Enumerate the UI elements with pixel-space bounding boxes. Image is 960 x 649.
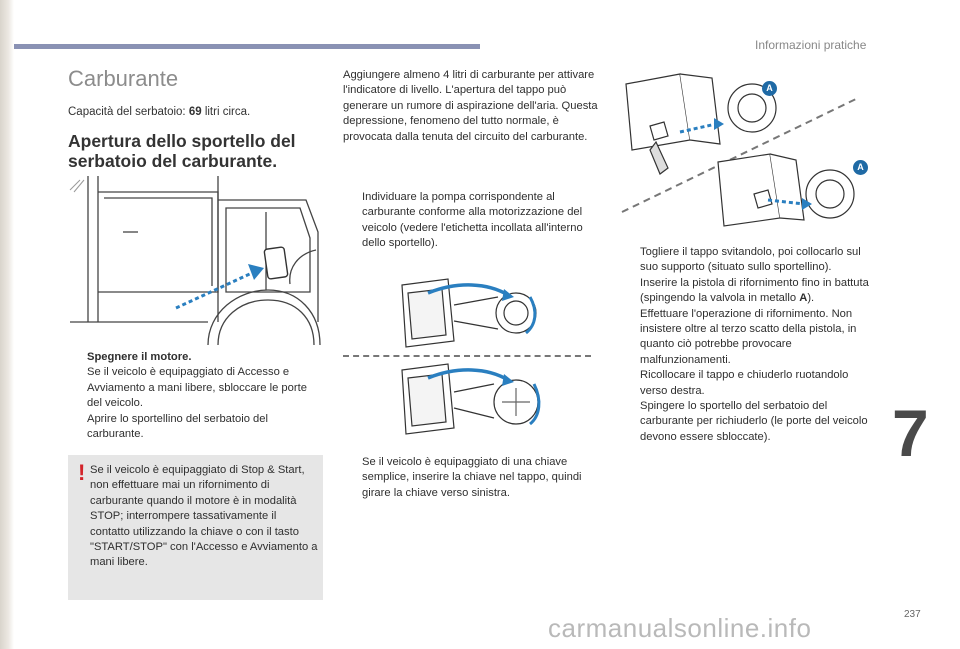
middle-step-1	[343, 190, 598, 252]
callout-a-bottom: A	[853, 160, 868, 175]
capacity-suffix: litri circa.	[201, 106, 251, 118]
capacity-prefix: Capacità del serbatoio:	[68, 106, 189, 118]
tank-capacity	[68, 106, 250, 118]
step-text: Effettuare l'operazione di rifornimento. Non insistere oltre al terzo scatto della pistola, in quanto ciò potrebbe provocare malfunzionamenti.	[640, 307, 857, 366]
van-fuel-door-illustration	[68, 172, 323, 345]
step-text-before: Inserire la pistola di rifornimento fino in battuta (spingendo la valvola in metallo	[640, 276, 869, 305]
step-text: Aprire lo sportellino del serbatoio del carburante.	[87, 412, 268, 441]
step-text: Spingere lo sportello del serbatoio del carburante per richiuderlo (le porte del veicolo devono essere sbloccate).	[640, 400, 868, 443]
valve-label: A	[799, 292, 808, 305]
warning-icon: !	[78, 460, 86, 485]
step-unlock-doors	[68, 365, 323, 411]
left-steps-list	[68, 350, 323, 442]
step-text: Spegnere il motore.	[87, 351, 192, 363]
step-stop-engine	[68, 350, 323, 365]
step-replace-cap	[621, 368, 871, 399]
step-text: Togliere il tappo svitandolo, poi collocarlo sul suo supporto (situato sullo sportellino).	[640, 246, 861, 274]
step-insert-nozzle	[621, 276, 871, 307]
step-close-flap	[621, 399, 871, 445]
step-text: Individuare la pompa corrispondente al carburante conforme alla motorizzazione del veicolo (vedere l'etichetta incollata all'interno dello sportello).	[362, 191, 583, 250]
right-steps-list	[621, 245, 871, 445]
page-number: 237	[904, 609, 921, 620]
page-edge	[0, 0, 14, 649]
step-text-after: ).	[807, 292, 815, 305]
step-open-flap	[68, 412, 323, 443]
warning-text: Se il veicolo è equipaggiato di Stop & Start, non effettuare mai un rifornimento di carburante quando il motore è in modalità STOP; interrompere tassativamente il contatto utilizzando la chiave o con il tasto "START/STOP" con l'Accesso e Avviamento a mani libere.	[90, 464, 318, 569]
step-refuel	[621, 307, 871, 369]
step-text: Se il veicolo è equipaggiato di una chiave semplice, inserire la chiave nel tappo, quindi girare la chiave verso sinistra.	[362, 456, 582, 499]
step-insert-key	[343, 455, 601, 501]
capacity-value: 69	[188, 106, 202, 118]
step-find-pump	[343, 190, 598, 252]
fuel-cap-unscrew-illustration-top	[398, 275, 543, 350]
fuel-nozzle-insertion-illustration	[620, 70, 865, 245]
figure-divider	[343, 355, 591, 357]
header-accent-bar	[14, 44, 480, 49]
step-text: Ricollocare il tappo e chiuderlo ruotandolo verso destra.	[640, 369, 849, 397]
page-title: Carburante	[68, 66, 179, 91]
section-label: Informazioni pratiche	[755, 38, 867, 52]
chapter-number: 7	[892, 396, 929, 470]
refuel-intro-text: Aggiungere almeno 4 litri di carburante per attivare l'indicatore di livello. L'apertura del tappo può generare un rumore di aspirazione dell'aria. Questa depressione, fenomeno del tutto normale, è provocata dalla tenuta del circuito del carburante.	[343, 69, 598, 143]
watermark: carmanualsonline.info	[548, 613, 812, 643]
callout-a-top: A	[762, 81, 777, 96]
step-text: Se il veicolo è equipaggiato di Accesso e Avviamento a mani libere, sbloccare le porte del veicolo.	[87, 366, 307, 410]
section-heading: Apertura dello sportello del serbatoio del carburante.	[68, 131, 296, 171]
fuel-cap-unscrew-illustration-bottom	[398, 362, 543, 437]
middle-step-2	[343, 455, 601, 501]
step-remove-cap	[621, 245, 871, 276]
